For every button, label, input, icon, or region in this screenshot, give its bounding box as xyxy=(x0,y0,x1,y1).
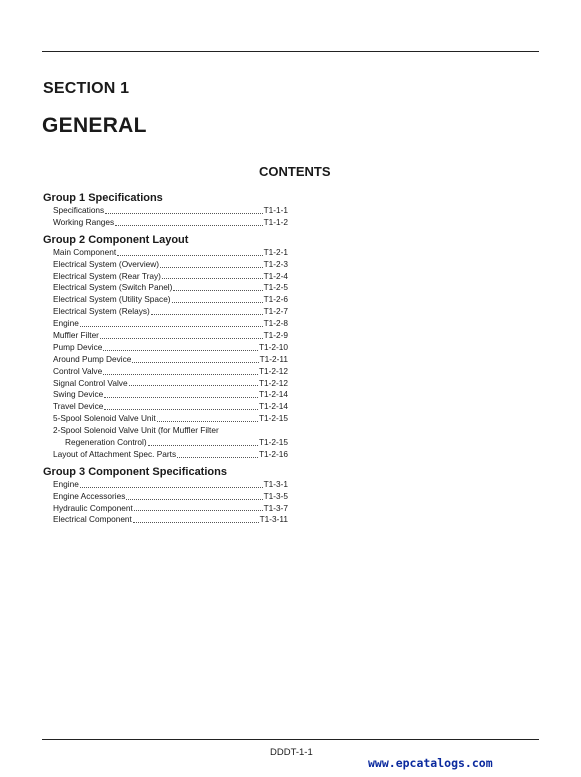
toc-entry-page: T1-3-1 xyxy=(263,478,288,489)
toc-entry-page: T1-3-5 xyxy=(263,490,288,501)
toc-entry-page: T1-2-11 xyxy=(259,353,288,364)
toc-entry-label: Electrical System (Overview) xyxy=(53,258,160,269)
toc-group-heading: Group 1 Specifications xyxy=(43,192,163,204)
toc-entry-label: Electrical System (Utility Space) xyxy=(53,294,171,305)
toc-group-heading: Group 3 Component Specifications xyxy=(43,465,227,478)
toc-entry-label: Hydraulic Component xyxy=(53,502,133,513)
toc-entry-label: Specifications xyxy=(53,205,105,215)
toc-entry[interactable] xyxy=(43,271,288,283)
toc-entry-label: Muffler Filter xyxy=(53,330,99,341)
toc-leader-dots xyxy=(126,498,262,500)
toc-leader-dots xyxy=(148,444,258,446)
toc-leader-dots xyxy=(103,349,258,351)
toc-leader-dots xyxy=(80,486,263,488)
toc-entry[interactable] xyxy=(43,378,288,390)
toc-entry-label: Main Component xyxy=(53,246,117,257)
toc-entry[interactable] xyxy=(43,491,288,503)
toc-entry-label: Swing Device xyxy=(53,389,104,400)
toc-entry[interactable] xyxy=(43,413,288,425)
toc-leader-dots xyxy=(104,408,258,410)
toc-entry-label: 2-Spool Solenoid Valve Unit (for Muffler Filter xyxy=(53,425,219,436)
page-title: GENERAL xyxy=(42,114,147,137)
toc-entry-page: T1-2-10 xyxy=(258,341,288,352)
toc-entry[interactable] xyxy=(43,366,288,378)
toc-entry-page: T1-2-1 xyxy=(263,246,288,257)
toc-leader-dots xyxy=(100,337,263,339)
toc-entry-label: Electrical System (Rear Tray) xyxy=(53,270,161,281)
toc-entry-page: T1-2-3 xyxy=(263,258,288,269)
toc-entry-label: Engine xyxy=(53,478,79,489)
toc-leader-dots xyxy=(103,373,258,375)
toc-entry-label: Around Pump Device xyxy=(53,353,132,364)
toc-entry-page: T1-1-2 xyxy=(263,216,288,227)
contents-heading: CONTENTS xyxy=(259,164,331,179)
toc-entry[interactable] xyxy=(43,389,288,401)
toc-entry-page: T1-3-11 xyxy=(259,514,288,525)
toc-entry-page: T1-2-7 xyxy=(263,306,288,317)
toc-entry[interactable] xyxy=(43,306,288,318)
top-rule xyxy=(42,51,539,52)
toc-entry[interactable] xyxy=(43,330,288,342)
toc-group-heading: Group 2 Component Layout xyxy=(43,233,189,246)
toc-entry[interactable] xyxy=(43,479,288,491)
toc-entry[interactable] xyxy=(43,425,288,437)
toc-entry[interactable] xyxy=(43,217,288,229)
toc-entry[interactable] xyxy=(43,437,288,449)
toc-entry[interactable] xyxy=(43,318,288,330)
toc-entry-page: T1-2-14 xyxy=(258,389,288,400)
toc-entry-page: T1-2-6 xyxy=(263,294,288,305)
toc-entry-label: Electrical System (Switch Panel) xyxy=(53,282,173,293)
toc-entry[interactable] xyxy=(43,449,288,461)
toc-entry[interactable] xyxy=(43,401,288,413)
toc-entry-page: T1-3-7 xyxy=(263,502,288,513)
toc-leader-dots xyxy=(157,420,258,422)
toc-entry-page: T1-2-12 xyxy=(258,365,288,376)
toc-entry-page: T1-2-12 xyxy=(258,377,288,388)
toc-entry[interactable] xyxy=(43,247,288,259)
toc-leader-dots xyxy=(172,301,263,303)
toc-entry[interactable] xyxy=(43,259,288,271)
toc-entry-page: T1-1-1 xyxy=(263,205,288,215)
toc-leader-dots xyxy=(173,289,262,291)
toc-entry-page: T1-2-14 xyxy=(258,401,288,412)
toc-entry-label: Engine Accessories xyxy=(53,490,126,501)
toc-entry[interactable] xyxy=(43,342,288,354)
toc-entry-label: Working Ranges xyxy=(53,216,115,227)
table-of-contents xyxy=(43,191,288,526)
bottom-rule xyxy=(42,739,539,740)
toc-entry[interactable] xyxy=(43,282,288,294)
toc-entry-label: Electrical Component xyxy=(53,514,132,525)
toc-leader-dots xyxy=(115,224,262,226)
toc-entry[interactable] xyxy=(43,514,288,526)
toc-entry[interactable] xyxy=(43,205,288,217)
toc-leader-dots xyxy=(129,384,258,386)
toc-entry-label: Engine xyxy=(53,318,79,329)
toc-entry-label: Regeneration Control) xyxy=(65,437,147,448)
toc-entry-page: T1-2-5 xyxy=(263,282,288,293)
toc-entry-label: Pump Device xyxy=(53,341,103,352)
toc-entry-page: T1-2-8 xyxy=(263,318,288,329)
toc-leader-dots xyxy=(117,254,262,256)
toc-leader-dots xyxy=(160,266,263,268)
toc-leader-dots xyxy=(133,521,259,523)
toc-leader-dots xyxy=(177,456,258,458)
toc-entry-page: T1-2-16 xyxy=(258,448,288,459)
toc-entry[interactable] xyxy=(43,354,288,366)
page-code: DDDT-1-1 xyxy=(270,747,313,758)
toc-entry-page: T1-2-15 xyxy=(258,437,288,448)
toc-entry-label: 5-Spool Solenoid Valve Unit xyxy=(53,413,156,424)
toc-leader-dots xyxy=(162,277,263,279)
toc-leader-dots xyxy=(80,325,263,327)
toc-entry-page: T1-2-15 xyxy=(258,413,288,424)
toc-entry[interactable] xyxy=(43,294,288,306)
toc-entry[interactable] xyxy=(43,503,288,515)
toc-entry-label: Control Valve xyxy=(53,365,103,376)
toc-leader-dots xyxy=(134,509,263,511)
watermark-text: www.epcatalogs.com xyxy=(368,756,493,770)
toc-leader-dots xyxy=(132,361,258,363)
toc-entry-label: Travel Device xyxy=(53,401,104,412)
toc-entry-label: Signal Control Valve xyxy=(53,377,128,388)
toc-leader-dots xyxy=(105,212,262,214)
toc-leader-dots xyxy=(104,396,258,398)
toc-entry-page: T1-2-9 xyxy=(263,330,288,341)
toc-entry-label: Electrical System (Relays) xyxy=(53,306,150,317)
toc-entry-label: Layout of Attachment Spec. Parts xyxy=(53,448,177,459)
toc-leader-dots xyxy=(151,313,263,315)
toc-entry-page: T1-2-4 xyxy=(263,270,288,281)
section-number: SECTION 1 xyxy=(43,80,130,97)
